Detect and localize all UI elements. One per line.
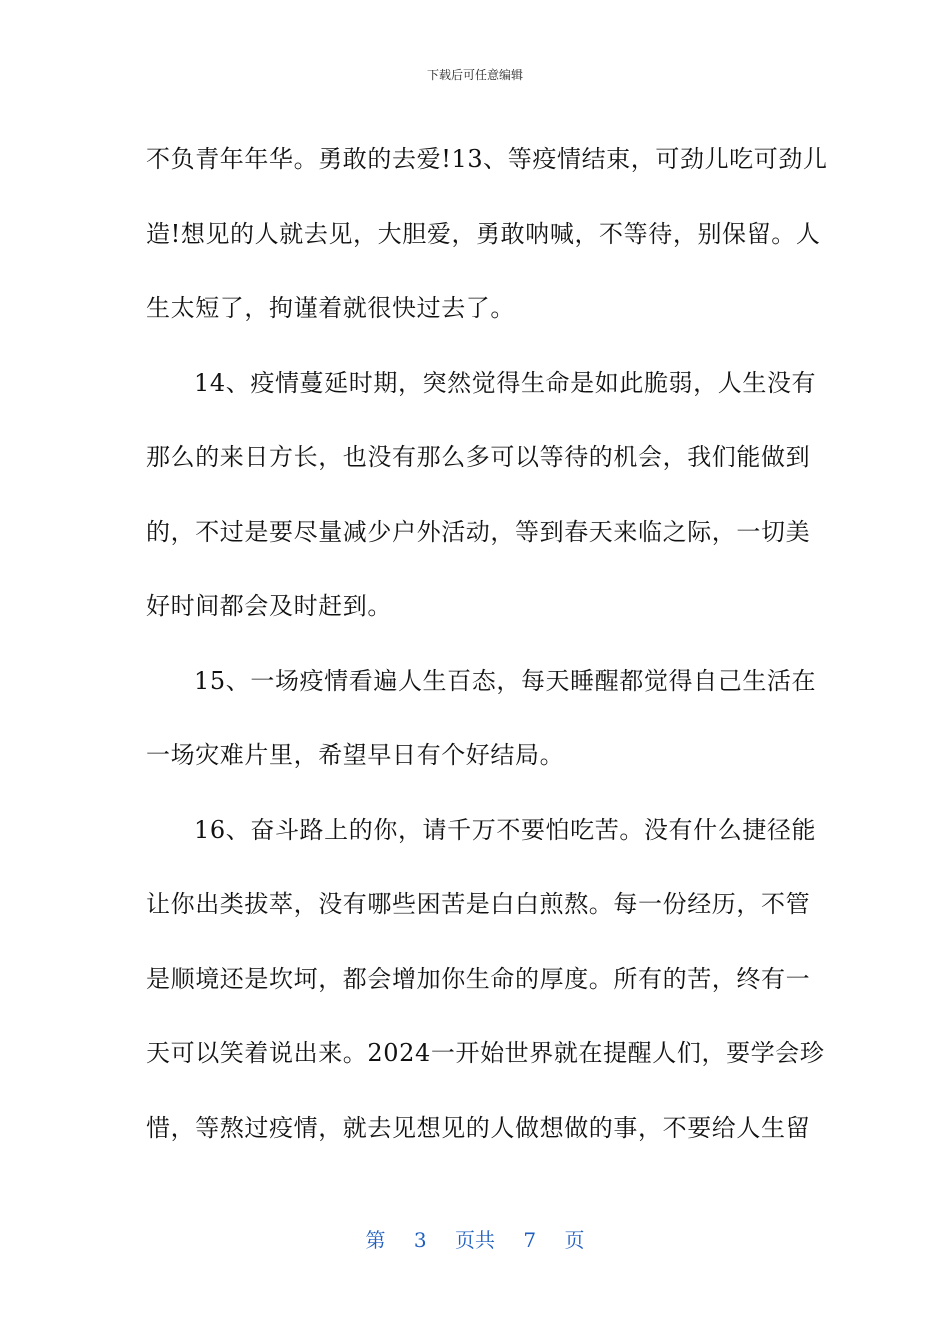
text-line: 不负青年年华。勇敢的去爱!13、等疫情结束，可劲儿吃可劲儿 [146,145,828,173]
paragraph-start-line: 16、奋斗路上的你，请千万不要怕吃苦。没有什么捷径能 [194,815,817,844]
paragraph-start-line: 15、一场疫情看遍人生百态，每天睡醒都觉得自己生活在 [194,666,817,695]
total-page-count: 7 [523,1228,537,1252]
text-line: 天可以笑着说出来。2024一开始世界就在提醒人们，要学会珍 [146,1039,825,1067]
text-line: 那么的来日方长，也没有那么多可以等待的机会，我们能做到 [146,443,811,471]
text-line: 让你出类拔萃，没有哪些困苦是白白煎熬。每一份经历，不管 [146,890,811,918]
body-text [146,122,828,1165]
footer-middle: 页共 [455,1228,495,1252]
paragraph-start-line: 14、疫情蔓延时期，突然觉得生命是如此脆弱，人生没有 [194,368,817,397]
text-line: 的，不过是要尽量减少户外活动，等到春天来临之际，一切美 [146,517,811,546]
text-line: 是顺境还是坎坷，都会增加你生命的厚度。所有的苦，终有一 [146,964,811,993]
current-page-number: 3 [413,1228,427,1252]
footer-suffix: 页 [564,1228,585,1252]
page-header: 下载后可任意编辑 [426,68,523,82]
text-line: 造!想见的人就去见，大胆爱，勇敢呐喊，不等待，别保留。人 [146,219,821,248]
text-line: 一场灾难片里，希望早日有个好结局。 [146,741,565,769]
footer-prefix: 第 [365,1228,386,1252]
page-footer [0,1224,950,1253]
text-line: 生太短了，拘谨着就很快过去了。 [146,294,515,322]
text-line: 好时间都会及时赶到。 [146,592,392,620]
text-line: 惜，等熬过疫情，就去见想见的人做想做的事，不要给人生留 [146,1113,811,1142]
